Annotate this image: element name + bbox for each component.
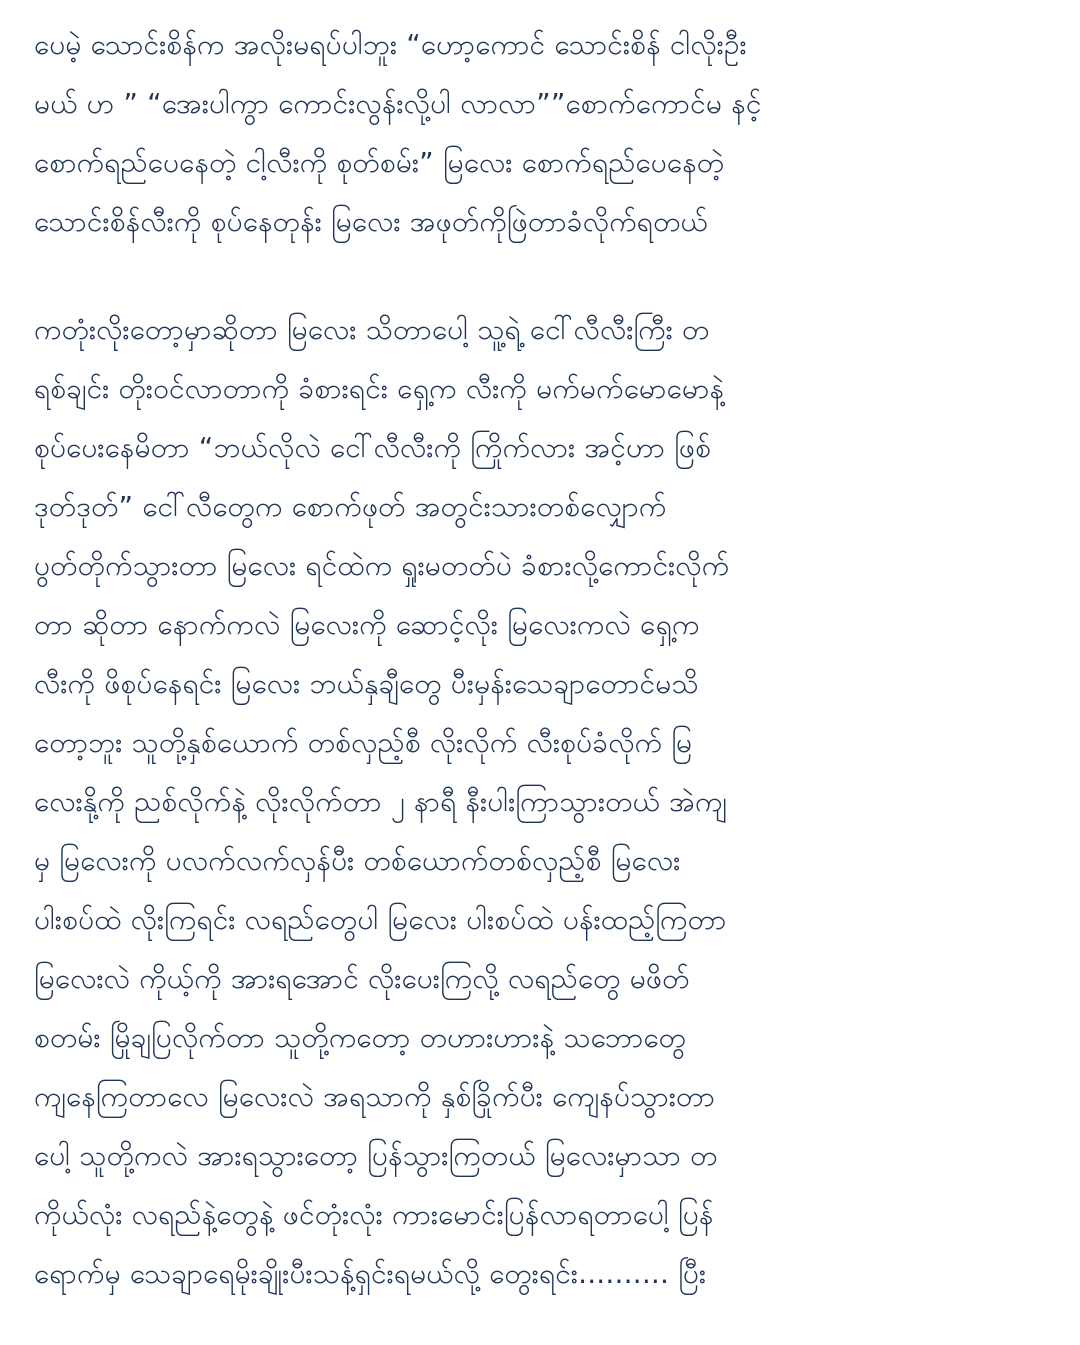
text-line: လီးကို ဖိစုပ်နေရင်း မြလေး ဘယ်နှချီတွေ ပီးမှန်းသေချာတောင်မသိ [34, 667, 699, 700]
text-line: လေးနို့ကို ညစ်လိုက်နဲ့ လိုးလိုက်တာ ၂ နာရီ နီးပါးကြာသွားတယ် အဲကျ [34, 785, 728, 818]
text-line: ပေမဲ့ သောင်းစိန်က အလိုးမရပ်ပါဘူး “ဟော့ကောင် သောင်းစိန် ငါလိုးဦး [34, 28, 747, 61]
text-line: ပေါ့ သူတို့ကလဲ အားရသွားတော့ ပြန်သွားကြတယ် မြလေးမှာသာ တ [34, 1139, 718, 1172]
text-line: တော့ဘူး သူတို့နှစ်ယောက် တစ်လှည့်စီ လိုးလိုက် လီးစုပ်ခံလိုက် မြ [34, 726, 693, 759]
text-line: မှ မြလေးကို ပလက်လက်လှန်ပီး တစ်ယောက်တစ်လှည့်စီ မြလေး [34, 844, 681, 877]
text-line: မယ် ဟ ” “အေးပါကွာ ကောင်းလွန်းလို့ပါ လာလာ””စောက်ကောင်မ နင့် [34, 87, 762, 120]
text-line: ရောက်မှ သေချာရေမိုးချိုးပီးသန့်ရှင်းရမယ်လို့ တွေးရင်း.......... ပြီး [34, 1257, 707, 1290]
text-line: မြလေးလဲ ကိုယ့်ကို အားရအောင် လိုးပေးကြလို့ လရည်တွေ မဖိတ် [34, 962, 690, 995]
text-line: စုပ်ပေးနေမိတာ “ဘယ်လိုလဲ ငေါ်လီလီးကို ကြိုက်လား အင့်ဟာ ဖြစ် [34, 431, 712, 464]
paragraph-2 [34, 300, 1046, 1303]
text-line: ကတုံးလိုးတော့မှာဆိုတာ မြလေး သိတာပေါ့ သူ့ရဲ့ ငေါ်လီလီးကြီး တ [34, 313, 710, 346]
text-line: သောင်းစိန်လီးကို စုပ်နေတုန်း မြလေး အဖုတ်ကိုဖြဲတာခံလိုက်ရတယ် [34, 205, 708, 238]
text-line: ရစ်ချင်း တိုးဝင်လာတာကို ခံစားရင်း ရှေ့က လီးကို မက်မက်မောမောနဲ့ [34, 372, 725, 405]
text-line: ကျနေကြတာလေ မြလေးလဲ အရသာကို နှစ်ခြိုက်ပီး ကျေနပ်သွားတာ [34, 1080, 716, 1113]
text-line: ပါးစပ်ထဲ လိုးကြရင်း လရည်တွေပါ မြလေး ပါးစပ်ထဲ ပန်းထည့်ကြတာ [34, 903, 727, 936]
text-line: စောက်ရည်ပေနေတဲ့ ငါ့လီးကို စုတ်စမ်း” မြလေး စောက်ရည်ပေနေတဲ့ [34, 146, 725, 179]
text-line: တာ ဆိုတာ နောက်ကလဲ မြလေးကို ဆောင့်လိုး မြလေးကလဲ ရှေ့က [34, 608, 700, 641]
text-line: ပွတ်တိုက်သွားတာ မြလေး ရင်ထဲက ရှုးမတတ်ပဲ ခံစားလို့ကောင်းလိုက် [34, 549, 730, 582]
paragraph-1 [34, 15, 1046, 251]
text-line: ဒုတ်ဒုတ်” ငေါ်လီတွေက စောက်ဖုတ် အတွင်းသားတစ်လျှောက် [34, 490, 667, 523]
text-line: ကိုယ်လုံး လရည်နဲ့တွေနဲ့ ဖင်တုံးလုံး ကားမောင်းပြန်လာရတာပေါ့ ပြန် [34, 1198, 714, 1231]
text-line: စတမ်း မြိုချပြလိုက်တာ သူတို့ကတော့ တဟားဟားနဲ့ သဘောတွေ [34, 1021, 687, 1054]
